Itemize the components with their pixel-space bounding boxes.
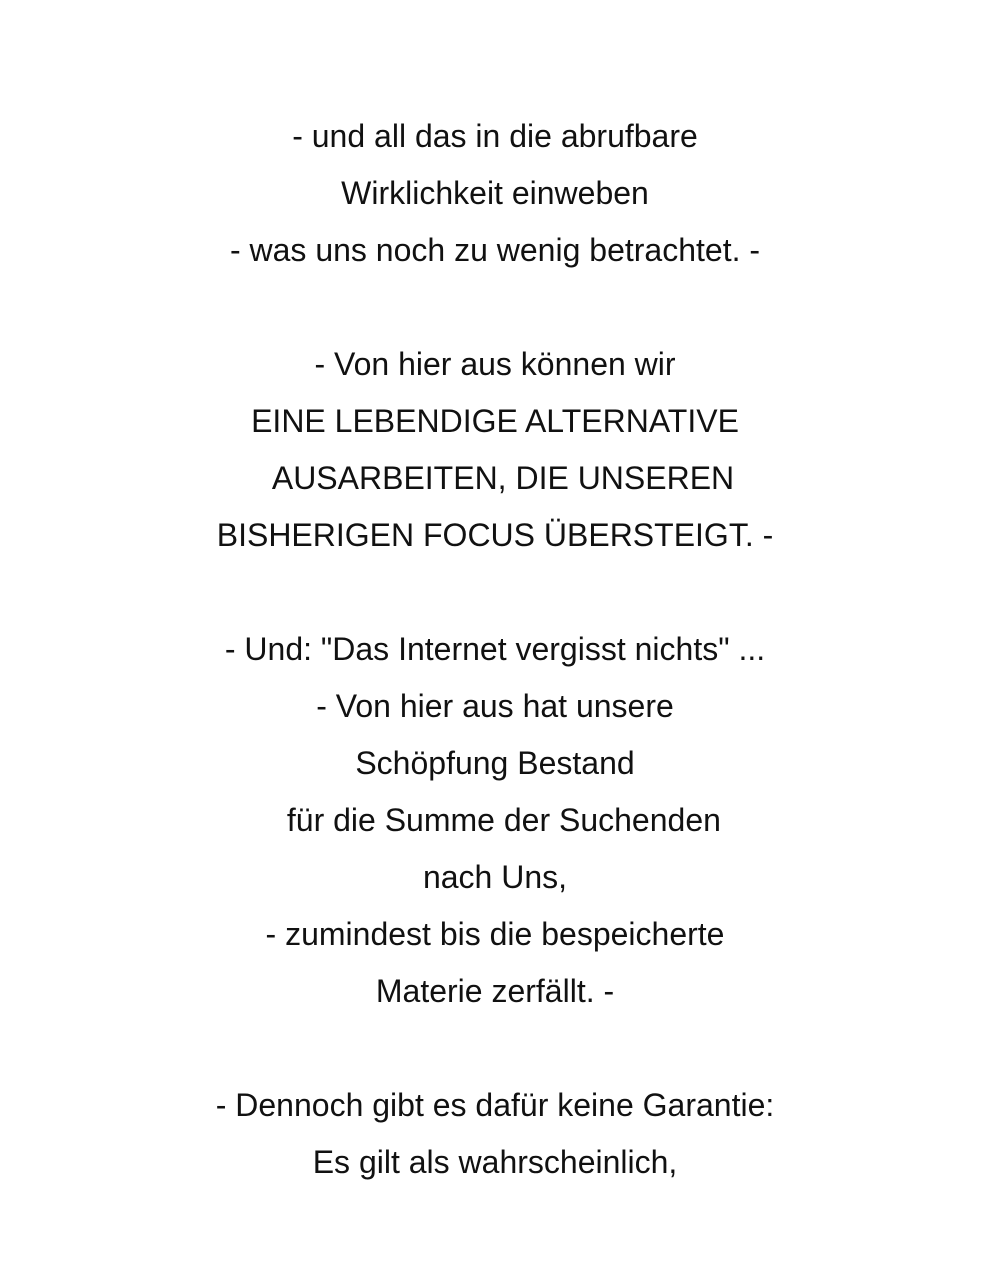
- text-line: - und all das in die abrufbare: [292, 118, 698, 154]
- text-line: für die Summe der Suchenden: [269, 802, 721, 838]
- text-line: Es gilt als wahrscheinlich,: [312, 1144, 678, 1180]
- text-line: - Und: "Das Internet vergisst nichts" ...: [224, 631, 766, 667]
- text-line: AUSARBEITEN, DIE UNSEREN: [255, 460, 735, 496]
- text-line: Wirklichkeit einweben: [341, 175, 649, 211]
- text-line: - Von hier aus hat unsere: [316, 688, 674, 724]
- text-line: EINE LEBENDIGE ALTERNATIVE: [251, 403, 739, 439]
- text-line: BISHERIGEN FOCUS ÜBERSTEIGT. -: [216, 517, 774, 553]
- text-line: Materie zerfällt. -: [375, 973, 615, 1009]
- text-line: - Dennoch gibt es dafür keine Garantie:: [215, 1087, 775, 1123]
- text-line: - Von hier aus können wir: [314, 346, 676, 382]
- text-line: nach Uns,: [422, 859, 568, 895]
- text-line: - zumindest bis die bespeicherte: [265, 916, 725, 952]
- text-line: - was uns noch zu wenig betrachtet. -: [229, 232, 761, 268]
- text-line: Schöpfung Bestand: [355, 745, 635, 781]
